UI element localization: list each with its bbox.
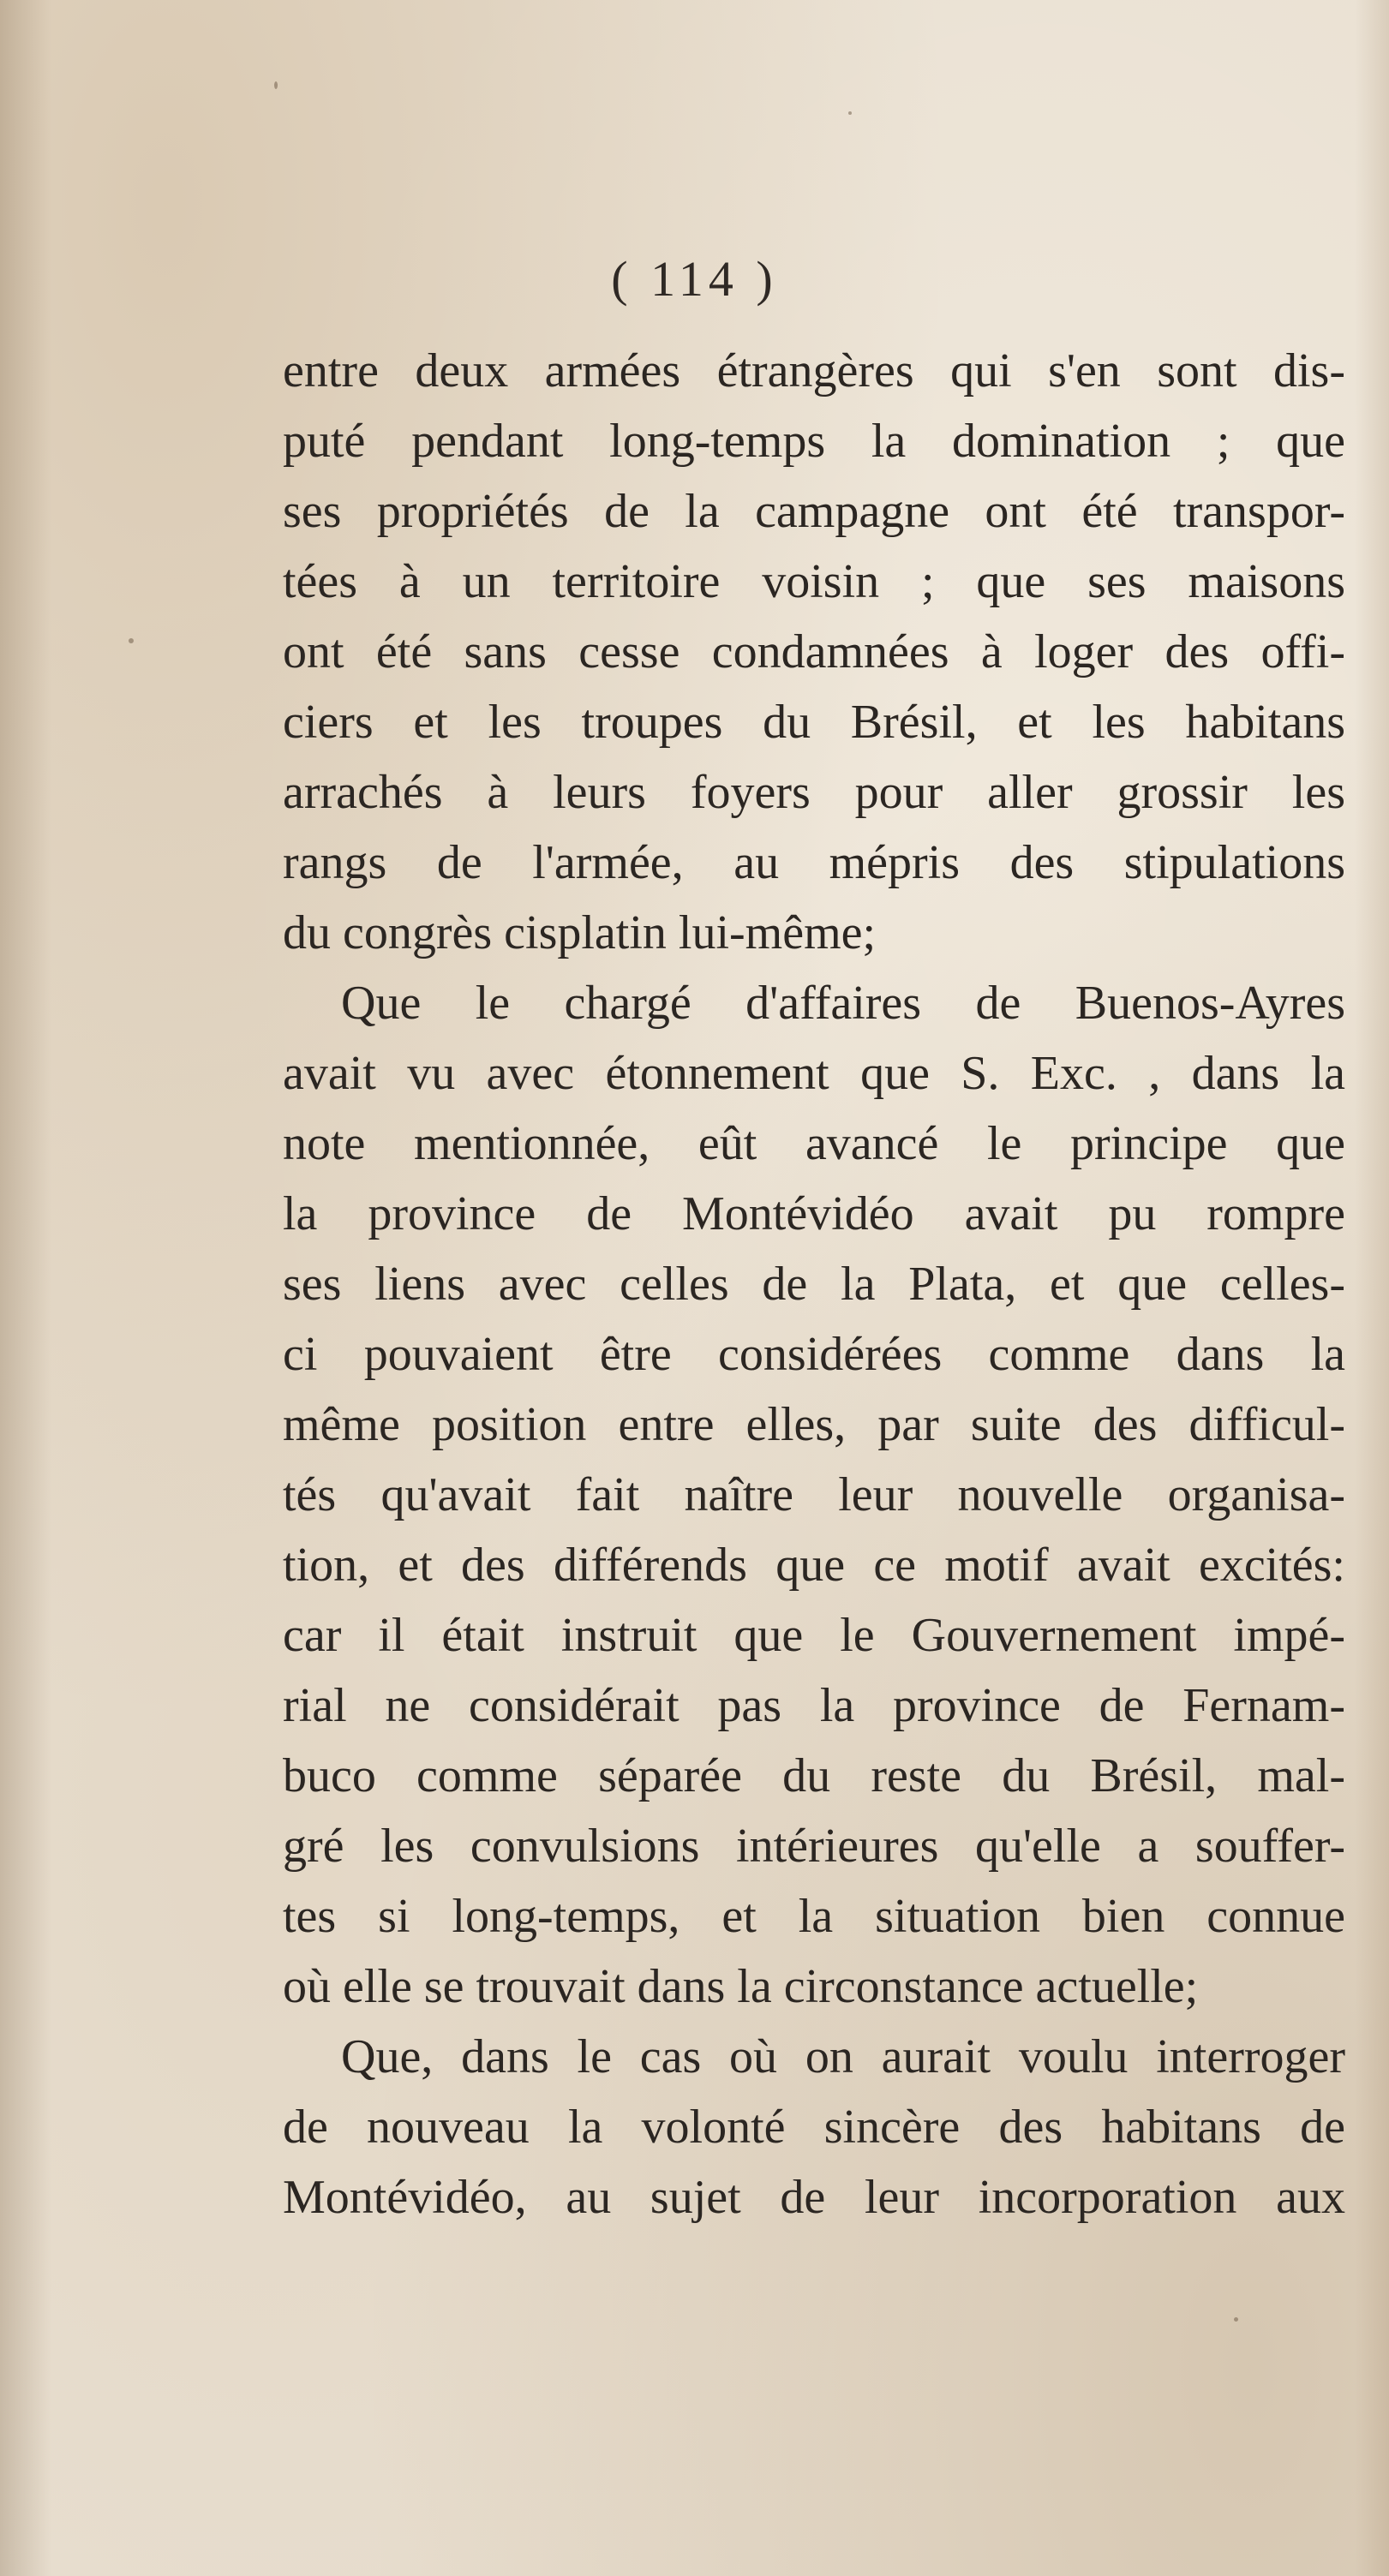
- paper-speck: [848, 111, 852, 115]
- text-line: même position entre elles, par suite des difficul-: [283, 1398, 1345, 1451]
- page-gutter-shadow: [0, 0, 51, 2576]
- text-line: car il était instruit que le Gouvernement impé-: [283, 1609, 1345, 1662]
- text-line: tes si long-temps, et la situation bien connue: [283, 1890, 1345, 1943]
- text-line: la province de Montévidéo avait pu rompre: [283, 1187, 1345, 1240]
- page-edge-shadow: [1355, 0, 1389, 2576]
- paper-speck: [129, 638, 134, 643]
- text-line: Montévidéo, au sujet de leur incorporation aux: [283, 2171, 1345, 2224]
- text-line: ci pouvaient être considérées comme dans la: [283, 1328, 1345, 1381]
- paper-speck: [1234, 2317, 1238, 2322]
- text-line: arrachés à leurs foyers pour aller grossir les: [283, 766, 1345, 819]
- text-line: ses propriétés de la campagne ont été transpor-: [283, 485, 1345, 538]
- text-line: tion, et des différends que ce motif avait excités:: [283, 1539, 1345, 1592]
- text-line: où elle se trouvait dans la circonstance actuelle;: [283, 1960, 1199, 2013]
- text-line: ciers et les troupes du Brésil, et les habitans: [283, 696, 1345, 749]
- text-line: tés qu'avait fait naître leur nouvelle organisa-: [283, 1468, 1345, 1521]
- text-line: rangs de l'armée, au mépris des stipulations: [283, 836, 1345, 889]
- text-line: rial ne considérait pas la province de Fernam-: [283, 1679, 1345, 1732]
- text-line: ont été sans cesse condamnées à loger des offi-: [283, 625, 1345, 678]
- text-line: gré les convulsions intérieures qu'elle a souffer-: [283, 1820, 1345, 1873]
- paragraph-first-line: Que, dans le cas où on aurait voulu interroger: [341, 2030, 1345, 2083]
- text-line: avait vu avec étonnement que S. Exc. , dans la: [283, 1047, 1345, 1100]
- text-line: ses liens avec celles de la Plata, et que celles-: [283, 1258, 1345, 1311]
- text-line: de nouveau la volonté sincère des habitans de: [283, 2101, 1345, 2154]
- text-line: puté pendant long-temps la domination ; que: [283, 415, 1345, 468]
- text-line: tées à un territoire voisin ; que ses maisons: [283, 555, 1345, 608]
- text-line: entre deux armées étrangères qui s'en sont dis-: [283, 344, 1345, 397]
- text-line: note mentionnée, eût avancé le principe que: [283, 1117, 1345, 1170]
- text-line: buco comme séparée du reste du Brésil, mal-: [283, 1749, 1345, 1802]
- paper-speck: [274, 81, 278, 89]
- text-line: du congrès cisplatin lui-même;: [283, 906, 877, 959]
- body-text: [283, 336, 1345, 2232]
- page-number: ( 114 ): [611, 251, 778, 307]
- paragraph-first-line: Que le chargé d'affaires de Buenos-Ayres: [341, 977, 1345, 1030]
